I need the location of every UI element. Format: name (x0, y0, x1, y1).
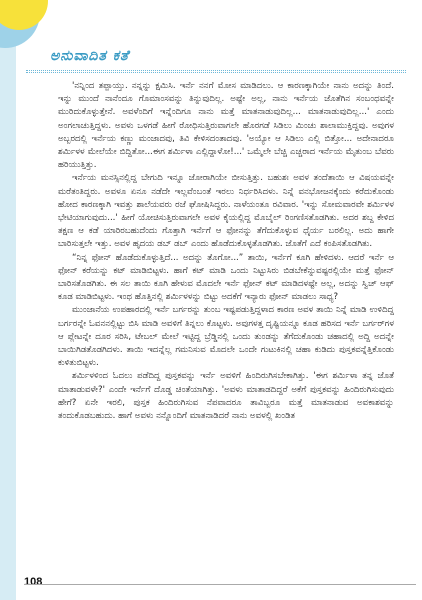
paragraph: 'ನನ್ನಿಂದ ತಪ್ಪಾಯ್ತು. ನನ್ನನ್ನು ಕ್ಷಮಿಸಿ. ಇರ್ನೆ ನನಗೆ ಮೋಸ ಮಾಡಿದಲು. ಆ ಕಾರಣಕ್ಕಾಗಿಯೇ ನಾನು ಅದನ್ನು ತಿಂದೆ. ಇನ್ನು ಮುಂದೆ ನಾನೆಂದೂ ಗೊಮಾಂಸವನ್ನು ತಿನ್ನುವುದಿಲ್ಲ. ಅಷ್ಟೇ ಅಲ್ಲ, ನಾನು ಇರ್ನೆಯ ಜೊತೆಗಿನ ಸಂಬಂಧವನ್ನೇ ಮುರಿದುಕೊಳ್ಳುತ್ತೇನೆ. ಅವಳೆಂದಿಗೆ ಇನ್ನೆಂದಿಗೂ ನಾನು ಮತ್ತೆ ಮಾತನಾಡುವುದಿಲ್ಲ... ಮಾತನಾಡುವುದಿಲ್ಲ...' ಎಂದು ಅಂಗಲಾಚುತ್ತಿದ್ದಳು. ಅವಳು ಒಳಗಡೆ ಹೀಗೆ ರೋಧಿಸುತ್ತಿರುವಾಗಲೇ ಹೊರಗಡೆ ಸಿಡಿಲು ಮಿಂಚು ಶಾಲಾಮುಕ್ತಿದ್ದವು. ಅವುಗಳ ಅಬ್ಬರದಲ್ಲಿ ಇರ್ನೆಯ ಕಣ್ಣು ಮಂಜಾದವು, ತಿವಿ ಕೇಳಿಸದಂತಾದವು. 'ಅಯ್ಯೋ ಆ ಸಿಡಿಲು ಎಲ್ಲಿ ಬಿತ್ತೋ... ಅದೇನಾದರೂ ಶರ್ಮಿಳಳ ಮೇಲೆಯೇ ಬಿದ್ದಿತೋ...ಈಗ ಶರ್ಮಿಳಾ ಎಲ್ಲಿದ್ದಾಳೋ!...' ಒಮ್ಮೆಲೇ ಬೆಚ್ಚಿ ಎಚ್ಚರಾದ ಇರ್ನೆಯ ಮೈತುಂಬ ಬೆವರು ಹರಿಯುತ್ತಿತ್ತು. (58, 81, 394, 171)
header-divider (26, 70, 406, 71)
paragraph: ಮುಂಜಾನೆಯ ಉಪಹಾರದಲ್ಲಿ ಇರ್ನೆ ಬರ್ಗರನ್ನು ತುಂಬ ಇಷ್ಟಪಡುತ್ತಿದ್ದಳಾದ ಕಾರಣ ಅವಳ ತಾಯಿ ನಿನ್ನೆ ಮಾಡಿ ಉಳಿದಿದ್ದ ಬರ್ಗರನ್ನೇ ಓವನನಲ್ಲಿಟ್ಟು ಬಿಸಿ ಮಾಡಿ ಅವಳಿಗೆ ತಿನ್ನಲು ಕೊಟ್ಟಳು. ಅವುಗಳತ್ತ ದೃಷ್ಟಿಯನ್ನೂ ಕೂಡ ಹರಿಸದ ಇರ್ನೆ ಬರ್ಗರ್‌ಗಳ ಆ ಪ್ಲೇಟನ್ನೇ ದೂರ ಸರಿಸಿ, ಟೇಬಲ್ ಮೇಲೆ ಇಟ್ಟಿದ್ದ ಬ್ರೆಡ್ಡಿನಲ್ಲಿ ಒಂದು ತುಂಡನ್ನು ತೆಗೆದುಕೊಂಡು ಚಹಾದಲ್ಲಿ ಅದ್ದಿ ಅದನ್ನೇ ಬಾಯಿಗಿಡತೊಡಗಿದಳು. ತಾಯಿ ಇದನ್ನೆಲ್ಲ ಗಮನಿಸುವ ಮೊದಲೇ ಒಂದೇ ಗುಟುಕಿನಲ್ಲಿ ಚಹಾ ಕುಡಿದು ಪುಸ್ತಕವನ್ನೆತ್ತಿಕೊಂಡು ಕುಳಿತುಬಿಟ್ಟಳು. (58, 305, 394, 369)
section-title: ಅನುವಾದಿತ ಕತೆ (50, 48, 130, 64)
footer-divider (24, 584, 416, 585)
corner-decoration-yellow (0, 0, 48, 30)
page-number: 108 (24, 576, 43, 588)
left-margin-bar (0, 0, 16, 600)
paragraph: “ನಿನ್ನ ಫೋನ್ ಹೊಡೆದುಕೊಳ್ಳುತ್ತಿದೆ... ಅದನ್ನು ತೊಗೋ...” ತಾಯಿ, ಇರ್ನೆಗೆ ಕೂಗಿ ಹೇಳಿದಳು. ಆದರೆ ಇರ್ನೆ ಆ ಫೋನ್ ಕರೆಯನ್ನು ಕಟ್ ಮಾಡಿಬಿಟ್ಟಳು. ಹಾಗೆ ಕಟ್ ಮಾಡಿ ಒಂದು ನಿಟ್ಟುಸಿರು ಬಿಡಬೇಕೆನ್ನುವಷ್ಟರಲ್ಲಿಯೇ ಮತ್ತೆ ಫೋನ್ ಬಾರಿಸತೊಡಗಿತು. ಈ ಸಲ ತಾಯಿ ಕೂಗಿ ಹೇಳುವ ಮೊದಲೇ ಇರ್ನೆ ಫೋನ್ ಕಟ್ ಮಾಡಿದಳಷ್ಟೇ ಅಲ್ಲ, ಅದನ್ನು ಸ್ವಿಚ್ ಆಫ್ ಕೂಡ ಮಾಡಿಬಿಟ್ಟಳು. ಇಂಥ ಹೊತ್ತಿನಲ್ಲಿ ಶರ್ಮಿಳಳನ್ನು ಬಿಟ್ಟು ಅದಕೆಗೆ ಇನ್ಯಾರು ಫೋನ್ ಮಾಡಲು ಸಾಧ್ಯ? (58, 252, 394, 303)
paragraph: ಶರ್ಮಿಳಳಿಂದ ಓದಲು ಪಡೆದಿದ್ದ ಪುಸ್ತಕವನ್ನು ಇರ್ನೆ ಅವಳಿಗೆ ಹಿಂದಿರುಗಿಸಬೇಕಾಗಿತ್ತು. 'ಈಗ ಶರ್ಮಿಳಾ ತನ್ನ ಜೊತೆ ಮಾತಾಡುವಳೇ?' ಎಂದೇ ಇರ್ನೆಗೆ ದೊಡ್ಡ ಚಿಂತೆಯಾಗಿತ್ತು. 'ಅವಳು ಮಾತಾಡದಿದ್ದರೆ ಅಕೆಗೆ ಪುಸ್ತಕವನ್ನು ಹಿಂದಿರುಗಿಸುವುದು ಹೇಗೆ? ಏನೇ ಇರಲಿ, ಪುಸ್ತಕ ಹಿಂದಿರುಗಿಸುವ ನೆಪವಾದರೂ ತಾವಿಬ್ಬರೂ ಮತ್ತೆ ಮಾತನಾಡುವ ಅವಕಾಶವನ್ನು ತಂದುಕೊಡಬಹುದು. ಹಾಗೆ ಅವಳು ನನ್ನೊಂದಿಗೆ ಮಾತನಾಡಿದರೆ ನಾನು ಅವಳಲ್ಲಿ ಖಂಡಿತ (58, 371, 394, 422)
story-body (58, 80, 394, 570)
header-divider-secondary (26, 72, 406, 73)
paragraph: ಇರ್ನೆಯ ಮನಸ್ಸಿನಲ್ಲಿದ್ದ ಬೇಗುದಿ ಇನ್ನೂ ಜೋರಾಗಿಯೇ ಬೀಸುತ್ತಿತ್ತು. ಬಹುಶಃ ಅವಳ ತಂದೆತಾಯಿ ಆ ವಿಷಯವನ್ನೇ ಮರೆತಂತಿದ್ದರು. ಅವಳೂ ಏನೂ ನಡೆದೇ ಇಲ್ಲವೆಂಬಂತೆ ಇರಲು ನಿರ್ಧರಿಸಿದಳು. ನಿನ್ನೆ ವನಭೋಜನಕ್ಕೆಂದು ಕರೆದುಕೊಂಡು ಹೋದ ಕಾರಣಕ್ಕಾಗಿ ಇವತ್ತು ಶಾಲೆಯವರು ರಜೆ ಘೋಷಿಸಿದ್ದರು. ನಾಳೆಯಂತೂ ರವಿವಾರ. 'ಇನ್ನು ಸೋಮವಾರವೇ ಶರ್ಮಿಳಳ ಭೇಟಿಯಾಗುವುದು...' ಹೀಗೆ ಯೋಚಿಸುತ್ತಿರುವಾಗಲೇ ಅವಳ ಕೈಯಲ್ಲಿದ್ದ ಮೊಬೈಲ್ ರಿಂಗಣಿಸತೊಡಗಿತು. ಅದರ ಶಬ್ದ ಕೇಳಿದ ತಕ್ಷಣ ಆ ಕಡೆ ಯಾರಿರಬಹುದೆಂದು ಗೊತ್ತಾಗಿ ಇರ್ನೆಗೆ ಆ ಫೋನನ್ನು ತೆಗೆದುಕೊಳ್ಳುವ ಧೈರ್ಯ ಬರಲಿಲ್ಲ. ಅದು ಹಾಗೇ ಬಾರಿಸುತ್ತಲೇ ಇತ್ತು. ಅವಳ ಹೃದಯ ಡಬ್ ಡಬ್ ಎಂದು ಹೊಡೆದುಕೊಳ್ಳತೊಡಗಿತು. ಜೊತೆಗೆ ಎದೆ ಕಂಪಿಸತೊಡಗಿತು. (58, 173, 394, 250)
